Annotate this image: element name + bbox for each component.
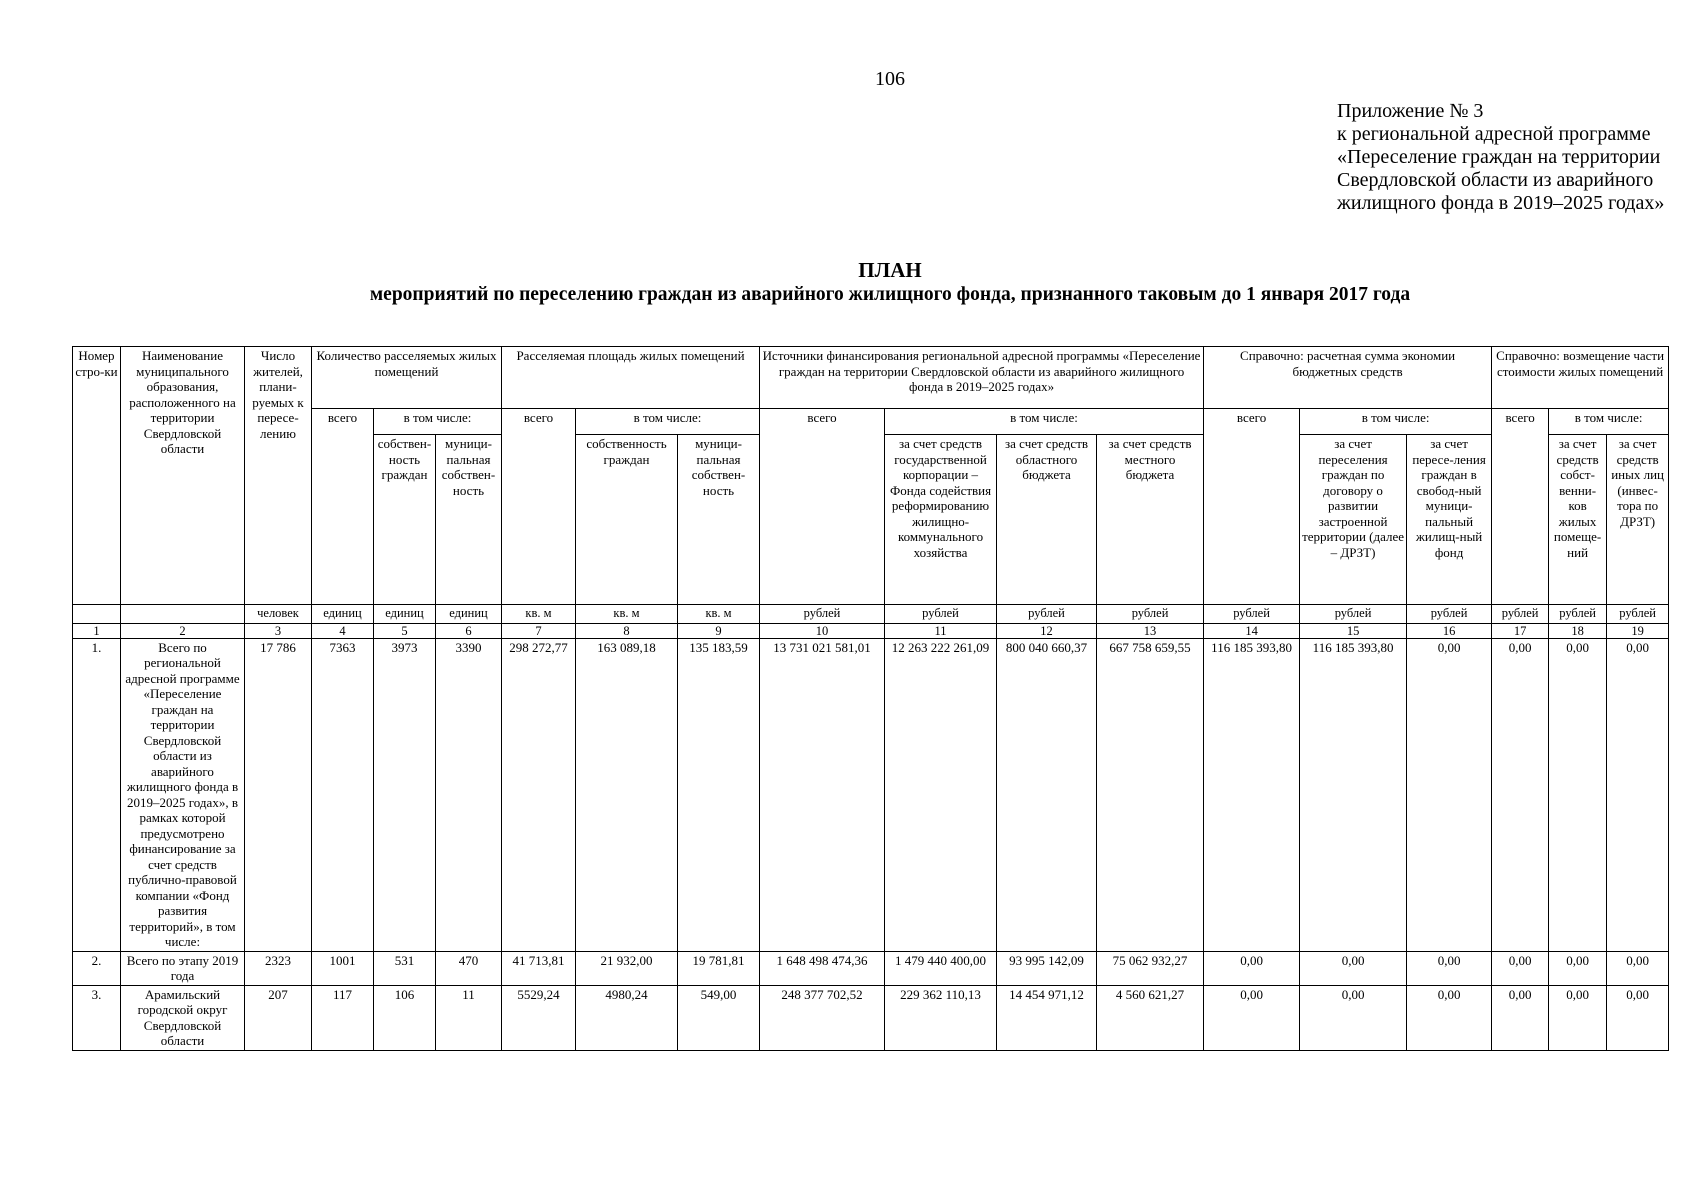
column-number: 5 [374, 623, 436, 638]
unit-cell: кв. м [678, 605, 760, 624]
header-comp-others: за счет средств иных лиц (инвес-тора по ДРЗТ) [1607, 435, 1669, 605]
column-number: 13 [1097, 623, 1204, 638]
row-value: 0,00 [1549, 638, 1607, 951]
row-value: 2323 [245, 951, 312, 985]
column-number: 16 [1407, 623, 1492, 638]
unit-cell: кв. м [502, 605, 576, 624]
row-value: 19 781,81 [678, 951, 760, 985]
header-rooms-group: Количество расселяемых жилых помещений [312, 347, 502, 409]
row-value: 549,00 [678, 985, 760, 1050]
column-number: 8 [576, 623, 678, 638]
row-value: 17 786 [245, 638, 312, 951]
header-area-total: всего [502, 409, 576, 605]
unit-empty [121, 605, 245, 624]
header-compensation-including: в том числе: [1549, 409, 1669, 435]
row-value: 470 [436, 951, 502, 985]
header-savings-group: Справочно: расчетная сумма экономии бюджетных средств [1204, 347, 1492, 409]
column-number: 1 [73, 623, 121, 638]
row-value: 13 731 021 581,01 [760, 638, 885, 951]
document-title: ПЛАН [858, 258, 922, 282]
column-number: 15 [1300, 623, 1407, 638]
header-sav-free: за счет пересе-ления граждан в свобод-ный муници-пальный жилищ-ный фонд [1407, 435, 1492, 605]
row-value: 0,00 [1407, 638, 1492, 951]
row-value: 21 932,00 [576, 951, 678, 985]
header-residents: Число жителей, плани-руемых к пересе-лению [245, 347, 312, 605]
row-value: 800 040 660,37 [997, 638, 1097, 951]
header-comp-owners: за счет средств собст-венни-ков жилых помеще-ний [1549, 435, 1607, 605]
row-value: 0,00 [1607, 985, 1669, 1050]
row-value: 0,00 [1407, 985, 1492, 1050]
page-number: 106 [875, 68, 905, 90]
header-finance-group: Источники финансирования региональной адресной программы «Переселение граждан на территории Свердловской области из аварийного жилищного фонда в 2019–2025 годах» [760, 347, 1204, 409]
column-number: 17 [1492, 623, 1549, 638]
row-value: 207 [245, 985, 312, 1050]
header-area-group: Расселяемая площадь жилых помещений [502, 347, 760, 409]
column-number: 19 [1607, 623, 1669, 638]
row-value: 0,00 [1204, 951, 1300, 985]
header-savings-total: всего [1204, 409, 1300, 605]
header-fin-fund: за счет средств государственной корпорации – Фонда содействия реформированию жилищно-коммунального хозяйства [885, 435, 997, 605]
header-area-including: в том числе: [576, 409, 760, 435]
row-name: Всего по этапу 2019 года [121, 951, 245, 985]
unit-cell: рублей [760, 605, 885, 624]
row-value: 0,00 [1492, 951, 1549, 985]
unit-cell: рублей [1492, 605, 1549, 624]
table-row [73, 951, 1669, 985]
row-value: 0,00 [1300, 985, 1407, 1050]
unit-cell: рублей [1549, 605, 1607, 624]
row-value: 117 [312, 985, 374, 1050]
header-rooms-municipal: муници-пальная собствен-ность [436, 435, 502, 605]
table-row [73, 638, 1669, 951]
row-value: 0,00 [1549, 951, 1607, 985]
row-value: 0,00 [1607, 951, 1669, 985]
table-row [73, 985, 1669, 1050]
unit-cell: единиц [436, 605, 502, 624]
column-number: 3 [245, 623, 312, 638]
row-value: 0,00 [1300, 951, 1407, 985]
row-value: 93 995 142,09 [997, 951, 1097, 985]
column-number: 9 [678, 623, 760, 638]
row-value: 1 479 440 400,00 [885, 951, 997, 985]
row-value: 11 [436, 985, 502, 1050]
appendix-line: к региональной адресной программе [1337, 123, 1651, 145]
row-value: 0,00 [1492, 638, 1549, 951]
unit-cell: человек [245, 605, 312, 624]
row-name: Всего по региональной адресной программе «Переселение граждан на территории Свердловской области из аварийного жилищного фонда в 2019–2025 годах», в рамках которой предусмотрено финансирование за счет средств публично-правовой компании «Фонд развития территорий», в том числе: [121, 638, 245, 951]
row-value: 106 [374, 985, 436, 1050]
row-value: 1 648 498 474,36 [760, 951, 885, 985]
unit-cell: рублей [1407, 605, 1492, 624]
row-value: 14 454 971,12 [997, 985, 1097, 1050]
unit-cell: рублей [997, 605, 1097, 624]
row-value: 0,00 [1549, 985, 1607, 1050]
header-sav-dzt: за счет переселения граждан по договору о развитии застроенной территории (далее – ДРЗТ) [1300, 435, 1407, 605]
header-compensation-total: всего [1492, 409, 1549, 605]
header-fin-local: за счет средств местного бюджета [1097, 435, 1204, 605]
row-number: 3. [73, 985, 121, 1050]
header-finance-including: в том числе: [885, 409, 1204, 435]
header-fin-regional: за счет средств областного бюджета [997, 435, 1097, 605]
column-number: 14 [1204, 623, 1300, 638]
column-number: 2 [121, 623, 245, 638]
row-value: 12 263 222 261,09 [885, 638, 997, 951]
row-value: 0,00 [1204, 985, 1300, 1050]
unit-cell: единиц [312, 605, 374, 624]
row-value: 7363 [312, 638, 374, 951]
header-rooms-private: собствен-ность граждан [374, 435, 436, 605]
row-value: 0,00 [1607, 638, 1669, 951]
unit-cell: рублей [1204, 605, 1300, 624]
row-value: 3390 [436, 638, 502, 951]
document-subtitle: мероприятий по переселению граждан из аварийного жилищного фонда, признанного таковым до 1 января 2017 года [369, 284, 1411, 305]
row-value: 531 [374, 951, 436, 985]
row-value: 0,00 [1407, 951, 1492, 985]
header-row-number: Номер стро-ки [73, 347, 121, 605]
header-savings-including: в том числе: [1300, 409, 1492, 435]
row-value: 298 272,77 [502, 638, 576, 951]
column-number: 6 [436, 623, 502, 638]
column-number: 11 [885, 623, 997, 638]
column-number: 10 [760, 623, 885, 638]
column-number: 4 [312, 623, 374, 638]
unit-cell: кв. м [576, 605, 678, 624]
header-rooms-total: всего [312, 409, 374, 605]
row-value: 667 758 659,55 [1097, 638, 1204, 951]
header-finance-total: всего [760, 409, 885, 605]
plan-table [72, 346, 1669, 1051]
appendix-line: жилищного фонда в 2019–2025 годах» [1337, 192, 1665, 214]
column-number: 7 [502, 623, 576, 638]
row-name: Арамильский городской округ Свердловской области [121, 985, 245, 1050]
row-number: 2. [73, 951, 121, 985]
header-area-private: собственность граждан [576, 435, 678, 605]
row-value: 75 062 932,27 [1097, 951, 1204, 985]
column-number: 18 [1549, 623, 1607, 638]
header-area-municipal: муници-пальная собствен-ность [678, 435, 760, 605]
row-value: 116 185 393,80 [1204, 638, 1300, 951]
row-value: 135 183,59 [678, 638, 760, 951]
row-value: 5529,24 [502, 985, 576, 1050]
header-compensation-group: Справочно: возмещение части стоимости жилых помещений [1492, 347, 1669, 409]
unit-cell: рублей [1300, 605, 1407, 624]
unit-cell: рублей [885, 605, 997, 624]
row-value: 3973 [374, 638, 436, 951]
unit-cell: рублей [1097, 605, 1204, 624]
row-value: 163 089,18 [576, 638, 678, 951]
row-value: 248 377 702,52 [760, 985, 885, 1050]
unit-cell: единиц [374, 605, 436, 624]
appendix-line: «Переселение граждан на территории [1337, 146, 1661, 168]
appendix-note [1337, 100, 1664, 215]
row-value: 229 362 110,13 [885, 985, 997, 1050]
row-value: 4980,24 [576, 985, 678, 1050]
appendix-line: Приложение № 3 [1337, 100, 1484, 122]
row-value: 4 560 621,27 [1097, 985, 1204, 1050]
row-value: 0,00 [1492, 985, 1549, 1050]
row-value: 41 713,81 [502, 951, 576, 985]
column-number: 12 [997, 623, 1097, 638]
header-rooms-including: в том числе: [374, 409, 502, 435]
unit-cell: рублей [1607, 605, 1669, 624]
header-municipality: Наименование муниципального образования, расположенного на территории Свердловской области [121, 347, 245, 605]
unit-empty [73, 605, 121, 624]
appendix-line: Свердловской области из аварийного [1337, 169, 1654, 191]
row-number: 1. [73, 638, 121, 951]
row-value: 1001 [312, 951, 374, 985]
row-value: 116 185 393,80 [1300, 638, 1407, 951]
